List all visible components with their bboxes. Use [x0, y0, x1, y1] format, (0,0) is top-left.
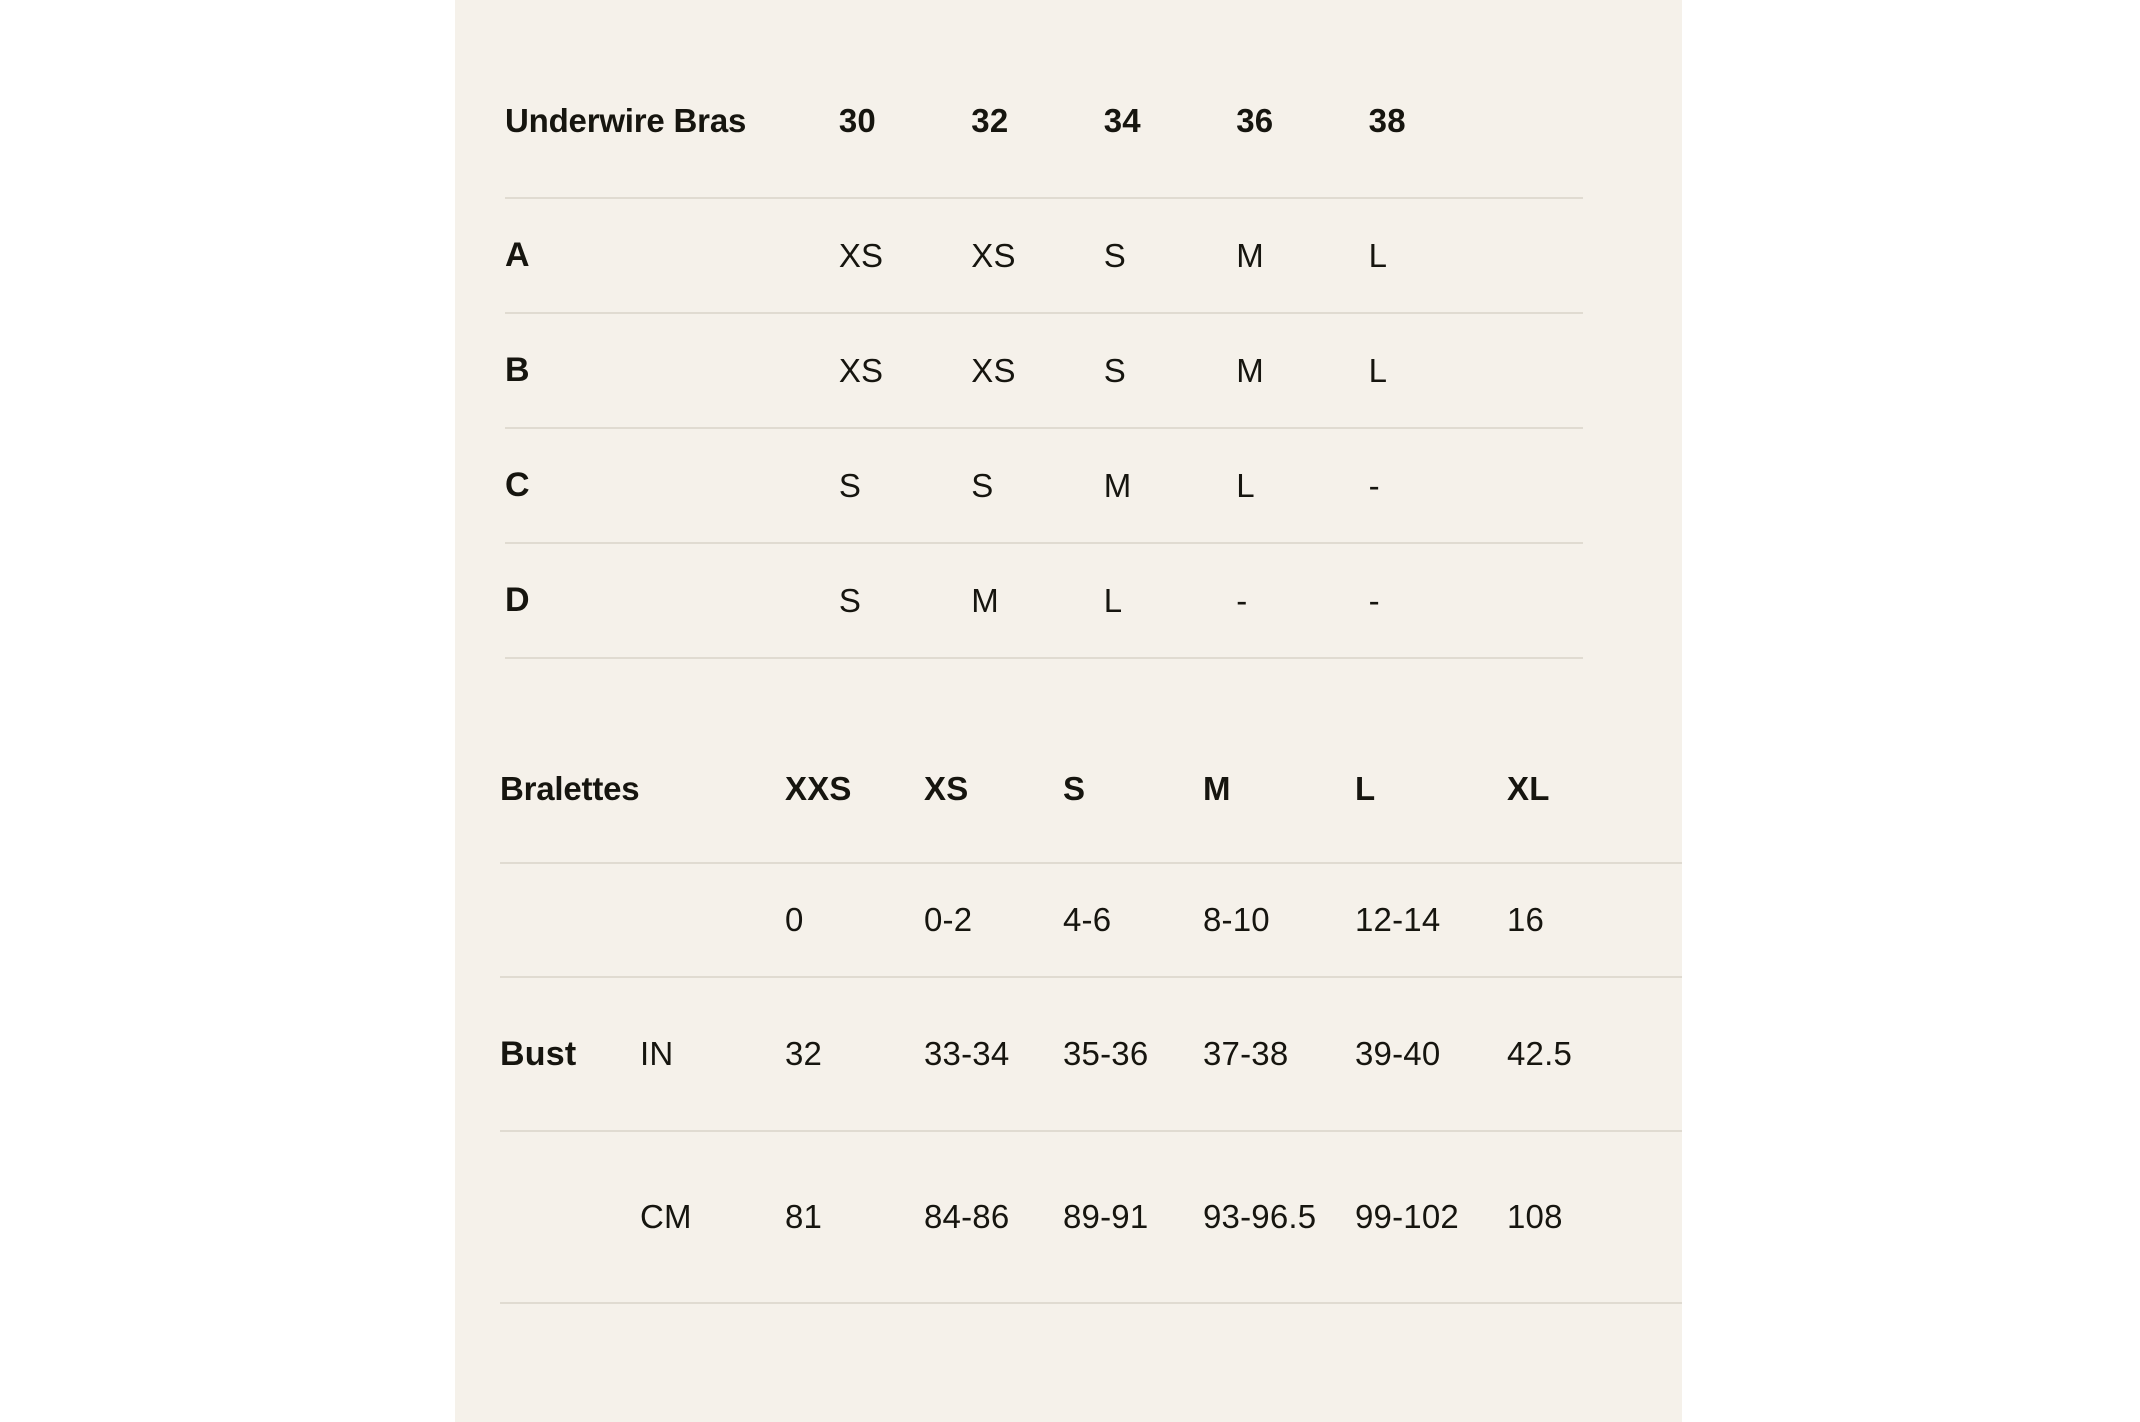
underwire-table-body	[505, 198, 1583, 658]
cup-label-c: C	[505, 466, 530, 504]
cell-numeric-xxs: 0	[785, 900, 804, 938]
cell-d-38: -	[1368, 581, 1380, 619]
cell-numeric-m: 8-10	[1203, 900, 1270, 938]
cell-c-30: S	[838, 466, 862, 504]
table-row	[505, 198, 1583, 313]
cell-d-32: M	[971, 581, 999, 619]
cell-bust-in-s: 35-36	[1063, 1034, 1149, 1072]
cell-bust-in-xs: 33-34	[924, 1034, 1010, 1072]
cell-bust-cm-xxs: 81	[785, 1197, 823, 1235]
cell-b-34: S	[1103, 351, 1126, 389]
band-size-header-32: 32	[971, 102, 1009, 139]
cell-c-34: M	[1103, 466, 1132, 504]
cell-bust-cm-m: 93-96.5	[1203, 1197, 1317, 1235]
bralette-size-header-xxs: XXS	[785, 770, 852, 807]
cell-b-32: XS	[971, 351, 1016, 389]
bust-row-measure-label: Bust	[500, 1034, 577, 1073]
bralette-size-header-m: M	[1203, 770, 1231, 807]
band-size-header-34: 34	[1103, 102, 1141, 139]
cup-label-b: B	[505, 351, 530, 389]
cell-c-32: S	[971, 466, 994, 504]
cell-a-34: S	[1103, 236, 1126, 274]
underwire-bras-size-table	[505, 90, 1583, 659]
bralette-size-header-xl: XL	[1507, 770, 1550, 807]
cell-a-30: XS	[838, 236, 884, 274]
table-row	[500, 863, 1682, 977]
cell-bust-cm-l: 99-102	[1355, 1197, 1459, 1235]
cell-bust-in-l: 39-40	[1355, 1034, 1441, 1072]
bralette-size-header-xs: XS	[924, 770, 969, 807]
cell-b-38: L	[1368, 351, 1388, 389]
band-size-header-36: 36	[1236, 102, 1274, 139]
cup-label-a: A	[505, 236, 530, 274]
cell-bust-cm-xs: 84-86	[924, 1197, 1010, 1235]
table-row	[500, 1131, 1682, 1303]
cell-c-38: -	[1368, 466, 1380, 504]
cell-c-36: L	[1236, 466, 1255, 504]
cell-numeric-xs: 0-2	[924, 900, 973, 938]
cell-a-32: XS	[971, 236, 1016, 274]
cell-bust-in-xl: 42.5	[1507, 1034, 1573, 1072]
cell-numeric-xl: 16	[1507, 900, 1545, 938]
tables-container	[455, 0, 1682, 1422]
cell-d-30: S	[838, 581, 862, 619]
bralette-size-header-l: L	[1355, 770, 1376, 807]
table-row	[500, 977, 1682, 1131]
content-panel	[455, 0, 1682, 1422]
cell-numeric-s: 4-6	[1063, 900, 1112, 938]
bralettes-header-row	[500, 760, 1682, 863]
band-size-header-30: 30	[838, 102, 876, 139]
cell-a-38: L	[1368, 236, 1388, 274]
bralettes-size-table	[500, 760, 1682, 1304]
bralettes-table-head	[500, 760, 1682, 863]
cell-bust-cm-xl: 108	[1507, 1197, 1563, 1235]
bralettes-table-body	[500, 863, 1682, 1303]
numeric-row-unit-label	[640, 863, 785, 977]
cell-b-30: XS	[838, 351, 884, 389]
numeric-row-measure-label	[500, 863, 640, 977]
table-row	[505, 313, 1583, 428]
cell-bust-in-xxs: 32	[785, 1034, 823, 1072]
cell-a-36: M	[1236, 236, 1264, 274]
bust-row-unit-label-in: IN	[640, 1034, 674, 1072]
cell-d-36: -	[1236, 581, 1248, 619]
underwire-table-head	[505, 90, 1583, 198]
cell-b-36: M	[1236, 351, 1264, 389]
cell-d-34: L	[1103, 581, 1123, 619]
bust-row-unit-label-cm: CM	[640, 1197, 692, 1235]
cell-bust-in-m: 37-38	[1203, 1034, 1289, 1072]
band-size-header-38: 38	[1368, 102, 1406, 139]
cm-row-measure-label	[500, 1131, 640, 1303]
cell-numeric-l: 12-14	[1355, 900, 1441, 938]
table-row	[505, 543, 1583, 658]
underwire-header-row	[505, 90, 1583, 198]
table-row	[505, 428, 1583, 543]
cup-label-d: D	[505, 581, 530, 619]
cell-bust-cm-s: 89-91	[1063, 1197, 1149, 1235]
underwire-table-title: Underwire Bras	[505, 102, 747, 139]
bralettes-table-title: Bralettes	[500, 770, 640, 807]
bralette-size-header-s: S	[1063, 770, 1086, 807]
